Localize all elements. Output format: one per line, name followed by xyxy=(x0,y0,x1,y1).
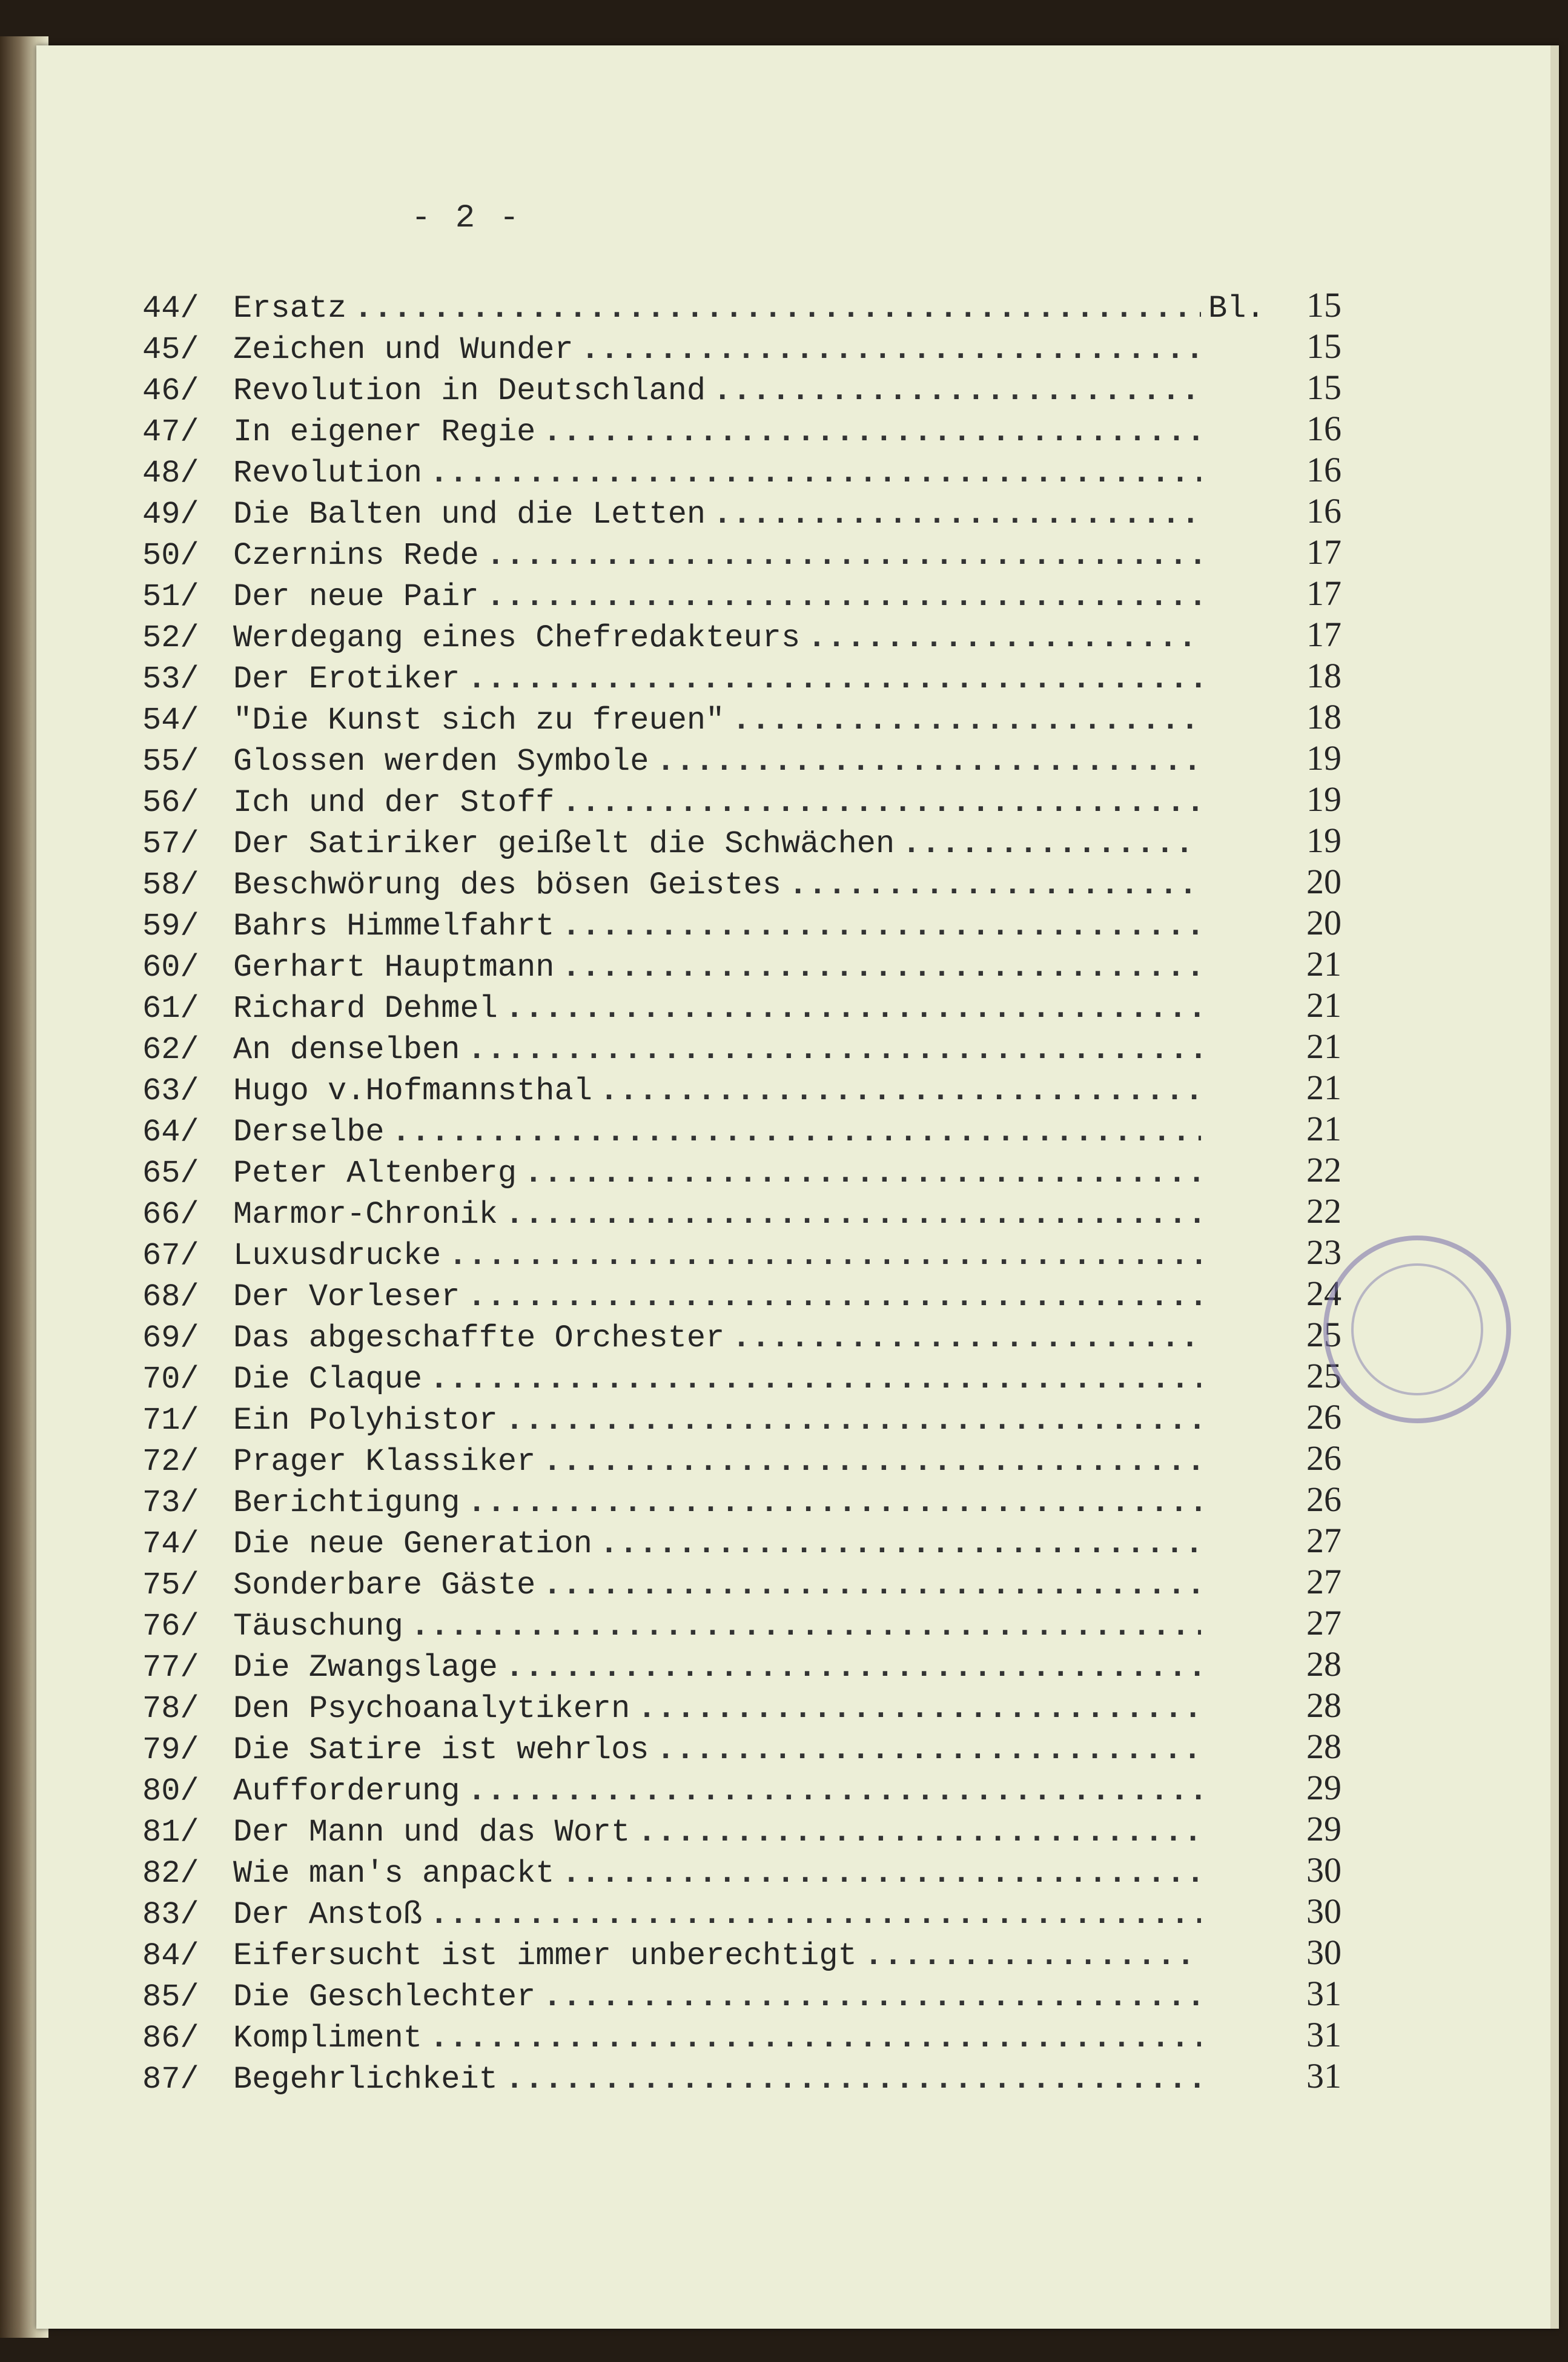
dot-leader xyxy=(467,659,1201,700)
toc-entry xyxy=(142,1685,1341,1726)
entry-number: 82/ xyxy=(142,1856,199,1891)
entry-title: Begehrlichkeit xyxy=(233,2062,498,2097)
entry-title: Peter Altenberg xyxy=(233,1156,517,1191)
entry-number: 86/ xyxy=(142,2020,199,2056)
entry-title: Revolution xyxy=(233,455,423,491)
page-number-text: - 2 - xyxy=(411,200,522,237)
dot-leader xyxy=(429,1359,1201,1400)
entry-number: 79/ xyxy=(142,1732,199,1768)
entry-number: 68/ xyxy=(142,1279,199,1315)
dot-leader xyxy=(505,988,1201,1030)
dot-leader xyxy=(562,1853,1202,1894)
dot-leader xyxy=(543,412,1201,453)
toc-entry xyxy=(142,1932,1341,1973)
toc-entry xyxy=(142,367,1341,408)
entry-page: 16 xyxy=(1306,450,1341,489)
toc-entry xyxy=(142,655,1341,696)
entry-number: 52/ xyxy=(142,620,199,656)
toc-entry xyxy=(142,1355,1341,1397)
entry-title: Der Satiriker geißelt die Schwächen xyxy=(233,826,895,862)
entry-page: 17 xyxy=(1306,532,1341,572)
dot-leader xyxy=(713,494,1201,535)
entry-number: 87/ xyxy=(142,2062,199,2097)
entry-page: 29 xyxy=(1306,1809,1341,1848)
toc-entry xyxy=(142,1850,1341,1891)
dot-leader xyxy=(505,1194,1201,1236)
entry-number: 45/ xyxy=(142,332,199,368)
toc-entry xyxy=(142,861,1341,902)
entry-page: 27 xyxy=(1306,1562,1341,1601)
entry-number: 78/ xyxy=(142,1691,199,1727)
entry-page: 29 xyxy=(1306,1768,1341,1807)
entry-number: 51/ xyxy=(142,579,199,615)
entry-title: Eifersucht ist immer unberechtigt xyxy=(233,1938,857,1974)
entry-page: 21 xyxy=(1306,1027,1341,1066)
dot-leader xyxy=(429,2018,1201,2059)
toc-entry xyxy=(142,491,1341,532)
entry-page: 28 xyxy=(1306,1727,1341,1766)
toc-entry xyxy=(142,1067,1341,1108)
entry-number: 80/ xyxy=(142,1773,199,1809)
toc-entry xyxy=(142,1108,1341,1150)
dot-leader xyxy=(637,1689,1201,1730)
entry-title: Die neue Generation xyxy=(233,1526,592,1562)
entry-title: Hugo v.Hofmannsthal xyxy=(233,1073,592,1109)
entry-number: 75/ xyxy=(142,1567,199,1603)
entry-number: 70/ xyxy=(142,1361,199,1397)
entry-number: 57/ xyxy=(142,826,199,862)
entry-title: Sonderbare Gäste xyxy=(233,1567,536,1603)
dot-leader xyxy=(543,1977,1201,2018)
entry-page: 19 xyxy=(1306,779,1341,819)
entry-page: 21 xyxy=(1306,1109,1341,1148)
toc-entry xyxy=(142,449,1341,491)
toc-entry xyxy=(142,944,1341,985)
entry-title: Die Claque xyxy=(233,1361,423,1397)
toc-entry xyxy=(142,1767,1341,1808)
entry-page: 28 xyxy=(1306,1685,1341,1725)
dot-leader xyxy=(600,1071,1201,1112)
entry-page: 23 xyxy=(1306,1232,1341,1272)
entry-page: 24 xyxy=(1306,1274,1341,1313)
toc-entry xyxy=(142,1808,1341,1850)
dot-leader xyxy=(732,1318,1201,1359)
entry-title: Luxusdrucke xyxy=(233,1238,442,1274)
entry-title: Die Geschlechter xyxy=(233,1979,536,2015)
entry-title: Richard Dehmel xyxy=(233,991,498,1027)
dot-leader xyxy=(429,453,1201,494)
toc-entry xyxy=(142,1273,1341,1314)
dot-leader xyxy=(392,1112,1201,1153)
dot-leader xyxy=(467,1483,1201,1524)
dot-leader xyxy=(562,947,1202,988)
dot-leader xyxy=(411,1606,1201,1647)
entry-number: 47/ xyxy=(142,414,199,450)
entry-page: 26 xyxy=(1306,1438,1341,1478)
toc-entry xyxy=(142,1603,1341,1644)
entry-number: 64/ xyxy=(142,1114,199,1150)
entry-page: 17 xyxy=(1306,615,1341,654)
entry-title: Gerhart Hauptmann xyxy=(233,950,555,985)
entry-page: 15 xyxy=(1306,368,1341,407)
entry-number: 63/ xyxy=(142,1073,199,1109)
entry-number: 62/ xyxy=(142,1032,199,1068)
entry-number: 71/ xyxy=(142,1403,199,1438)
dot-leader xyxy=(543,1565,1201,1606)
toc-entry xyxy=(142,1561,1341,1603)
dot-leader xyxy=(864,1936,1201,1977)
entry-title: Der neue Pair xyxy=(233,579,479,615)
entry-number: 67/ xyxy=(142,1238,199,1274)
entry-title: Kompliment xyxy=(233,2020,423,2056)
dot-leader xyxy=(657,1730,1201,1771)
toc-entry xyxy=(142,408,1341,449)
toc-entry xyxy=(142,1232,1341,1273)
entry-number: 69/ xyxy=(142,1320,199,1356)
entry-number: 44/ xyxy=(142,291,199,326)
entry-number: 48/ xyxy=(142,455,199,491)
dot-leader xyxy=(637,1812,1201,1853)
toc-entry xyxy=(142,1973,1341,2014)
dot-leader xyxy=(543,1441,1201,1483)
toc-entry xyxy=(142,1891,1341,1932)
entry-title: Zeichen und Wunder xyxy=(233,332,574,368)
entry-page: 31 xyxy=(1306,2015,1341,2054)
entry-number: 74/ xyxy=(142,1526,199,1562)
dot-leader xyxy=(524,1153,1201,1194)
toc-entry xyxy=(142,1150,1341,1191)
entry-title: Der Erotiker xyxy=(233,661,460,697)
entry-number: 60/ xyxy=(142,950,199,985)
entry-title: Ich und der Stoff xyxy=(233,785,555,821)
entry-number: 77/ xyxy=(142,1650,199,1685)
entry-number: 53/ xyxy=(142,661,199,697)
entry-page: 26 xyxy=(1306,1397,1341,1437)
entry-title: Beschwörung des bösen Geistes xyxy=(233,867,781,903)
dot-leader xyxy=(467,1277,1201,1318)
dot-leader xyxy=(467,1771,1201,1812)
page-sheet xyxy=(36,45,1559,2329)
entry-title: An denselben xyxy=(233,1032,460,1068)
entry-page: 27 xyxy=(1306,1603,1341,1642)
dot-leader xyxy=(486,577,1201,618)
dot-leader xyxy=(732,700,1201,741)
entry-title: Der Anstoß xyxy=(233,1897,423,1933)
entry-title: Berichtigung xyxy=(233,1485,460,1521)
entry-page: 15 xyxy=(1306,326,1341,366)
toc-entry xyxy=(142,779,1341,820)
entry-number: 73/ xyxy=(142,1485,199,1521)
library-stamp xyxy=(1323,1236,1511,1423)
entry-number: 56/ xyxy=(142,785,199,821)
entry-title: Bahrs Himmelfahrt xyxy=(233,908,555,944)
entry-page: 31 xyxy=(1306,1974,1341,2013)
dot-leader xyxy=(562,906,1202,947)
toc-entry xyxy=(142,532,1341,573)
entry-page: 25 xyxy=(1306,1356,1341,1395)
entry-title: Prager Klassiker xyxy=(233,1444,536,1480)
entry-page: 26 xyxy=(1306,1480,1341,1519)
entry-title: Die Zwangslage xyxy=(233,1650,498,1685)
toc-entry xyxy=(142,696,1341,738)
entry-title: Die Balten und die Letten xyxy=(233,497,706,532)
entry-number: 84/ xyxy=(142,1938,199,1974)
dot-leader xyxy=(657,741,1201,782)
dot-leader xyxy=(354,288,1201,329)
sheet-prefix: Bl. xyxy=(1208,291,1265,326)
entry-number: 81/ xyxy=(142,1815,199,1850)
toc-entry xyxy=(142,902,1341,944)
entry-title: Ersatz xyxy=(233,291,347,326)
dot-leader xyxy=(789,865,1201,906)
dot-leader xyxy=(448,1236,1201,1277)
entry-title: Der Vorleser xyxy=(233,1279,460,1315)
dot-leader xyxy=(505,1647,1201,1689)
toc-entry xyxy=(142,2014,1341,2056)
entry-page: 21 xyxy=(1306,985,1341,1025)
entry-number: 54/ xyxy=(142,703,199,738)
toc-entry xyxy=(142,573,1341,614)
entry-title: Täuschung xyxy=(233,1609,403,1644)
entry-page: 21 xyxy=(1306,944,1341,984)
entry-number: 58/ xyxy=(142,867,199,903)
entry-title: Den Psychoanalytikern xyxy=(233,1691,630,1727)
dot-leader xyxy=(902,824,1201,865)
entry-number: 61/ xyxy=(142,991,199,1027)
entry-title: Ein Polyhistor xyxy=(233,1403,498,1438)
table-of-contents xyxy=(142,285,1341,2097)
entry-title: Glossen werden Symbole xyxy=(233,744,649,779)
dot-leader xyxy=(429,1894,1201,1936)
entry-title: Marmor-Chronik xyxy=(233,1197,498,1232)
entry-page: 19 xyxy=(1306,738,1341,778)
toc-entry xyxy=(142,1026,1341,1067)
toc-entry xyxy=(142,820,1341,861)
entry-page: 25 xyxy=(1306,1315,1341,1354)
toc-entry xyxy=(142,1520,1341,1561)
toc-entry xyxy=(142,738,1341,779)
dot-leader xyxy=(505,1400,1201,1441)
toc-entry xyxy=(142,1726,1341,1767)
entry-title: Die Satire ist wehrlos xyxy=(233,1732,649,1768)
entry-page: 19 xyxy=(1306,821,1341,860)
entry-title: Der Mann und das Wort xyxy=(233,1815,630,1850)
entry-number: 55/ xyxy=(142,744,199,779)
entry-page: 22 xyxy=(1306,1191,1341,1231)
dot-leader xyxy=(600,1524,1201,1565)
page-number xyxy=(36,200,1550,237)
entry-number: 72/ xyxy=(142,1444,199,1480)
entry-title: Derselbe xyxy=(233,1114,385,1150)
entry-page: 16 xyxy=(1306,491,1341,531)
entry-page: 30 xyxy=(1306,1850,1341,1890)
entry-title: Aufforderung xyxy=(233,1773,460,1809)
dot-leader xyxy=(807,618,1201,659)
entry-page: 20 xyxy=(1306,862,1341,901)
entry-title: In eigener Regie xyxy=(233,414,536,450)
dot-leader xyxy=(505,2059,1201,2100)
entry-page: 30 xyxy=(1306,1933,1341,1972)
toc-entry xyxy=(142,1644,1341,1685)
entry-number: 46/ xyxy=(142,373,199,409)
toc-entry xyxy=(142,1479,1341,1520)
toc-entry xyxy=(142,1314,1341,1355)
entry-page: 31 xyxy=(1306,2056,1341,2096)
entry-number: 76/ xyxy=(142,1609,199,1644)
toc-entry xyxy=(142,285,1341,326)
entry-page: 18 xyxy=(1306,697,1341,736)
entry-number: 66/ xyxy=(142,1197,199,1232)
entry-title: Czernins Rede xyxy=(233,538,479,574)
entry-title: Revolution in Deutschland xyxy=(233,373,706,409)
entry-page: 20 xyxy=(1306,903,1341,942)
toc-entry xyxy=(142,1191,1341,1232)
entry-page: 17 xyxy=(1306,574,1341,613)
entry-page: 22 xyxy=(1306,1150,1341,1189)
entry-page: 16 xyxy=(1306,409,1341,448)
toc-entry xyxy=(142,1438,1341,1479)
entry-title: Werdegang eines Chefredakteurs xyxy=(233,620,801,656)
entry-number: 83/ xyxy=(142,1897,199,1933)
entry-page: 15 xyxy=(1306,285,1341,325)
toc-entry xyxy=(142,985,1341,1026)
dot-leader xyxy=(581,329,1201,371)
dot-leader xyxy=(486,535,1201,577)
entry-page: 27 xyxy=(1306,1521,1341,1560)
toc-entry xyxy=(142,1397,1341,1438)
entry-page: 21 xyxy=(1306,1068,1341,1107)
entry-page: 30 xyxy=(1306,1891,1341,1931)
entry-number: 65/ xyxy=(142,1156,199,1191)
toc-entry xyxy=(142,614,1341,655)
toc-entry xyxy=(142,2056,1341,2097)
entry-page: 18 xyxy=(1306,656,1341,695)
entry-title: "Die Kunst sich zu freuen" xyxy=(233,703,725,738)
entry-number: 50/ xyxy=(142,538,199,574)
entry-number: 85/ xyxy=(142,1979,199,2015)
dot-leader xyxy=(467,1030,1201,1071)
dot-leader xyxy=(562,782,1202,824)
entry-page: 28 xyxy=(1306,1644,1341,1684)
entry-title: Das abgeschaffte Orchester xyxy=(233,1320,725,1356)
dot-leader xyxy=(713,371,1201,412)
entry-title: Wie man's anpackt xyxy=(233,1856,555,1891)
entry-number: 59/ xyxy=(142,908,199,944)
toc-entry xyxy=(142,326,1341,367)
entry-number: 49/ xyxy=(142,497,199,532)
